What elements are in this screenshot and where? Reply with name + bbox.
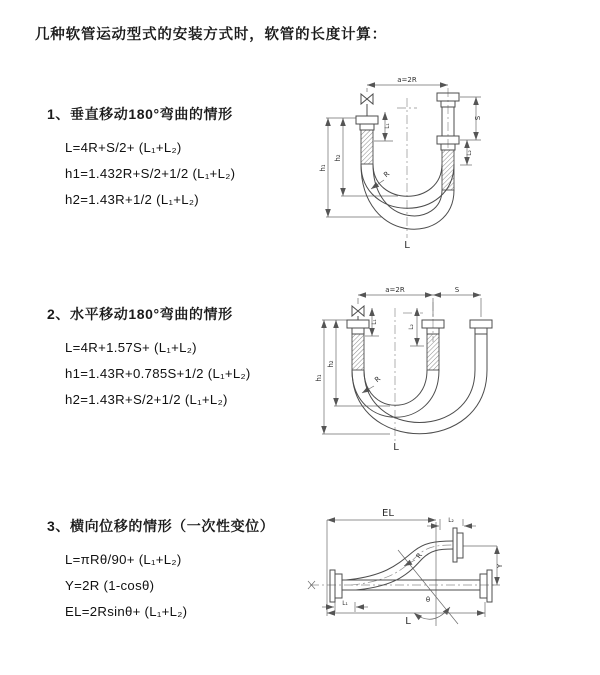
section-2-formula-L: L=4R+1.57S+ (L₁+L₂)	[65, 340, 197, 355]
dim-label-l2: L₂	[409, 324, 415, 330]
section-3-formula-Y: Y=2R (1-cosθ)	[65, 578, 155, 593]
dim-label-l: L	[405, 616, 411, 627]
dim-label-h1: h₁	[315, 374, 323, 382]
dim-label-l2: L₂	[467, 150, 473, 156]
dimension-lines	[326, 85, 481, 217]
page-title: 几种软管运动型式的安装方式时，软管的长度计算：	[35, 27, 387, 43]
right-pipe-fitting	[470, 320, 492, 370]
dim-label-l1: L₁	[342, 601, 348, 607]
dimension-labels	[342, 508, 504, 627]
hose-u-curves	[361, 164, 454, 229]
left-pipe-fitting	[347, 320, 369, 370]
section-3-formula-EL: EL=2Rsinθ+ (L₁+L₂)	[65, 604, 188, 619]
dim-label-l1: L₁	[385, 123, 391, 129]
middle-pipe-fitting	[422, 320, 444, 370]
dim-label-h1: h₁	[319, 164, 327, 172]
centerlines	[397, 88, 448, 238]
dim-label-r: R	[414, 551, 425, 561]
section-2-heading: 2、水平移动180°弯曲的情形	[47, 306, 233, 322]
dim-label-r: R	[373, 374, 383, 385]
dim-label-r: R	[382, 169, 392, 180]
dim-label-l: L	[404, 240, 410, 251]
dim-label-a2r: a=2R	[385, 286, 405, 294]
dimension-lines	[322, 519, 500, 626]
diagram-horizontal-180-bend	[310, 280, 600, 470]
section-3	[47, 516, 317, 625]
section-1-formula-h2: h2=1.43R+1/2 (L₁+L₂)	[65, 192, 199, 207]
section-3-heading: 3、横向位移的情形（一次性变位）	[47, 518, 275, 534]
dim-label-el: EL	[382, 508, 394, 519]
dim-label-y: Y	[496, 563, 504, 569]
dimension-labels	[319, 76, 482, 251]
section-2-formula-h2: h2=1.43R+S/2+1/2 (L₁+L₂)	[65, 392, 228, 407]
section-2	[47, 304, 317, 413]
valve-icon	[361, 94, 373, 116]
diagram-lateral-displacement	[300, 500, 600, 648]
dim-label-s: S	[454, 286, 460, 294]
top-flange	[453, 528, 463, 562]
dim-label-l1: L₁	[372, 319, 378, 325]
displaced-hose-s-curve	[346, 541, 453, 590]
section-3-formula-L: L=πRθ/90+ (L₁+L₂)	[65, 552, 182, 567]
section-1-heading: 1、垂直移动180°弯曲的情形	[47, 106, 233, 122]
left-pipe-fitting	[356, 116, 378, 164]
diagram-vertical-180-bend	[310, 68, 600, 264]
dim-label-s: S	[474, 115, 482, 121]
right-flange	[480, 570, 492, 602]
section-1	[47, 104, 317, 213]
section-2-formula-h1: h1=1.43R+0.785S+1/2 (L₁+L₂)	[65, 366, 251, 381]
dim-label-theta: θ	[425, 596, 431, 604]
section-1-formula-h1: h1=1.432R+S/2+1/2 (L₁+L₂)	[65, 166, 236, 181]
dimension-lines	[322, 295, 481, 434]
dim-label-a2r: a=2R	[397, 76, 417, 84]
left-flange	[330, 570, 342, 602]
section-1-formula-L: L=4R+S/2+ (L₁+L₂)	[65, 140, 182, 155]
dim-label-h2: h₂	[334, 154, 342, 162]
dim-label-l: L	[393, 442, 399, 453]
valve-icon	[352, 306, 364, 320]
dim-label-h2: h₂	[327, 360, 335, 368]
dim-label-l2: L₂	[448, 518, 454, 524]
centerlines	[310, 545, 496, 585]
hose-u-curves	[352, 370, 487, 434]
